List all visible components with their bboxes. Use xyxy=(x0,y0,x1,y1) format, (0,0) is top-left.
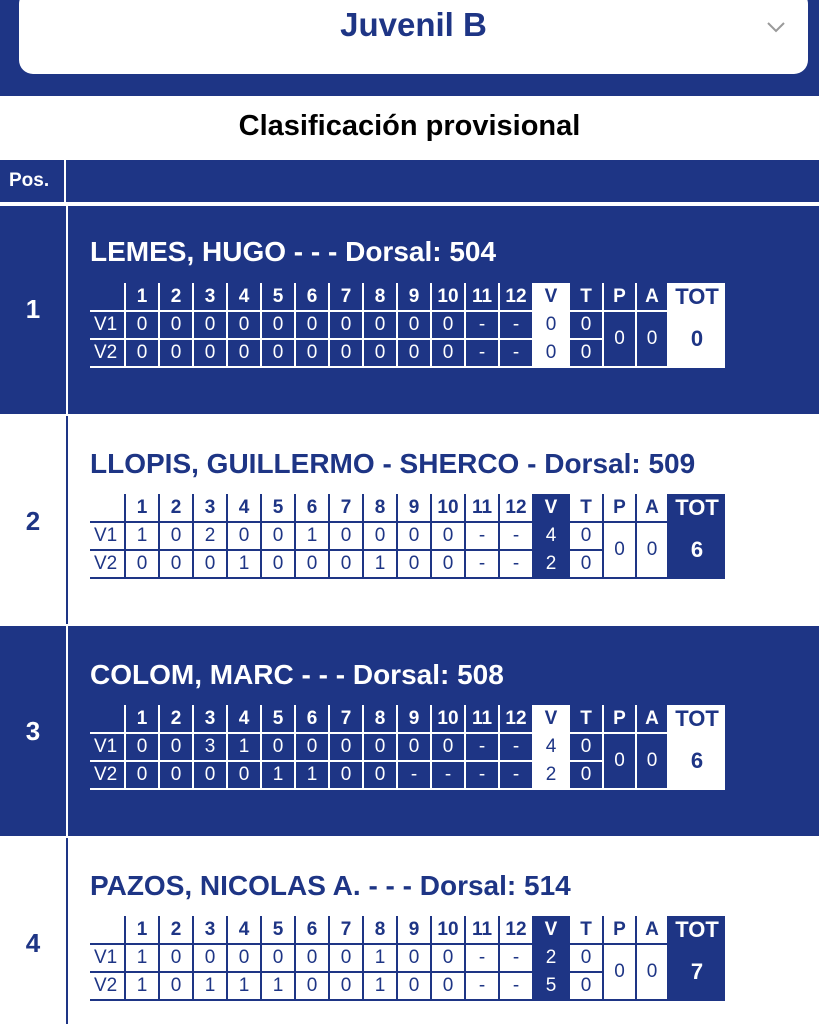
pos-column-header: Pos. xyxy=(0,160,66,202)
zone-score: 1 xyxy=(227,550,261,578)
zone-score: 0 xyxy=(397,944,431,972)
total-column-header: TOT xyxy=(668,494,725,522)
zone-column-header: 5 xyxy=(261,494,295,522)
zone-score: 0 xyxy=(363,311,397,339)
zone-column-header: 8 xyxy=(363,283,397,311)
rider-name: LLOPIS, GUILLERMO - SHERCO - Dorsal: 509 xyxy=(90,448,696,479)
lap-time-penalty: 0 xyxy=(569,311,603,339)
zone-score: - xyxy=(499,733,533,761)
zone-score: 0 xyxy=(125,550,159,578)
zone-score: 0 xyxy=(431,733,465,761)
zone-column-header: 12 xyxy=(499,916,533,944)
zone-column-header: 7 xyxy=(329,916,363,944)
laps-column-header: V xyxy=(533,705,569,733)
zone-score: 1 xyxy=(261,972,295,1000)
zone-score: 1 xyxy=(227,733,261,761)
score-card xyxy=(90,705,725,790)
penalty-p: 0 xyxy=(603,522,636,578)
lap-points: 4 xyxy=(533,522,569,550)
zone-score: 0 xyxy=(125,339,159,367)
zone-score: 0 xyxy=(397,311,431,339)
penalty-p: 0 xyxy=(603,944,636,1000)
zone-score: - xyxy=(465,522,499,550)
zone-score: - xyxy=(499,550,533,578)
zone-score: 0 xyxy=(295,733,329,761)
zone-column-header: 2 xyxy=(159,283,193,311)
zone-column-header: 4 xyxy=(227,705,261,733)
zone-score: 0 xyxy=(159,733,193,761)
zone-column-header: 11 xyxy=(465,705,499,733)
penalty-a: 0 xyxy=(636,733,668,789)
score-header-row xyxy=(90,283,725,311)
zone-column-header: 3 xyxy=(193,705,227,733)
lap-points: 2 xyxy=(533,761,569,789)
zone-score: 0 xyxy=(261,311,295,339)
score-card xyxy=(90,494,725,579)
zone-score: 0 xyxy=(363,761,397,789)
zone-score: 0 xyxy=(397,550,431,578)
zone-score: 0 xyxy=(125,311,159,339)
zone-score: 0 xyxy=(329,972,363,1000)
zone-column-header: 12 xyxy=(499,494,533,522)
zone-score: - xyxy=(499,522,533,550)
zone-column-header: 4 xyxy=(227,494,261,522)
position-number: 4 xyxy=(25,928,41,958)
score-header-blank xyxy=(90,494,125,522)
penalty-a: 0 xyxy=(636,522,668,578)
score-header-blank xyxy=(90,705,125,733)
lap-label: V1 xyxy=(90,733,125,761)
total-score: 0 xyxy=(668,311,725,367)
zone-score: 0 xyxy=(159,550,193,578)
score-card xyxy=(90,916,725,1001)
page-title: Clasificación provisional xyxy=(238,110,581,142)
zone-score: 0 xyxy=(431,550,465,578)
zone-column-header: 10 xyxy=(431,283,465,311)
zone-score: 0 xyxy=(227,311,261,339)
zone-score: 0 xyxy=(261,339,295,367)
zone-score: 1 xyxy=(193,972,227,1000)
zone-score: 0 xyxy=(159,944,193,972)
zone-column-header: 1 xyxy=(125,283,159,311)
penalty-p: 0 xyxy=(603,733,636,789)
lap-time-penalty: 0 xyxy=(569,972,603,1000)
zone-column-header: A xyxy=(636,916,668,944)
zone-column-header: 8 xyxy=(363,916,397,944)
zone-score: - xyxy=(465,944,499,972)
column-divider xyxy=(66,206,68,414)
standings-header xyxy=(0,160,819,204)
zone-score: 0 xyxy=(261,944,295,972)
lap-points: 2 xyxy=(533,944,569,972)
zone-score: 0 xyxy=(431,311,465,339)
column-divider xyxy=(66,416,68,624)
score-header-blank xyxy=(90,283,125,311)
lap-time-penalty: 0 xyxy=(569,761,603,789)
zone-column-header: 5 xyxy=(261,916,295,944)
total-column-header: TOT xyxy=(668,283,725,311)
chevron-down-icon[interactable] xyxy=(766,20,786,34)
zone-score: 0 xyxy=(329,311,363,339)
zone-score: 1 xyxy=(261,761,295,789)
zone-score: 1 xyxy=(125,944,159,972)
zone-column-header: 7 xyxy=(329,705,363,733)
lap-time-penalty: 0 xyxy=(569,522,603,550)
zone-column-header: T xyxy=(569,494,603,522)
zone-score: 0 xyxy=(227,761,261,789)
zone-column-header: A xyxy=(636,705,668,733)
zone-score: 0 xyxy=(397,733,431,761)
zone-column-header: P xyxy=(603,916,636,944)
score-header-row xyxy=(90,494,725,522)
zone-column-header: 11 xyxy=(465,916,499,944)
zone-score: - xyxy=(465,733,499,761)
zone-score: 0 xyxy=(193,550,227,578)
zone-score: 0 xyxy=(227,339,261,367)
lap-points: 0 xyxy=(533,311,569,339)
zone-score: 0 xyxy=(295,972,329,1000)
total-column-header: TOT xyxy=(668,705,725,733)
zone-column-header: 6 xyxy=(295,494,329,522)
zone-score: 0 xyxy=(397,972,431,1000)
zone-score: - xyxy=(465,761,499,789)
zone-score: 1 xyxy=(295,761,329,789)
zone-score: 0 xyxy=(329,761,363,789)
lap-label: V1 xyxy=(90,311,125,339)
zone-column-header: 10 xyxy=(431,705,465,733)
zone-score: 0 xyxy=(193,339,227,367)
zone-column-header: 5 xyxy=(261,705,295,733)
score-header-blank xyxy=(90,916,125,944)
zone-score: 0 xyxy=(261,733,295,761)
score-header-row xyxy=(90,705,725,733)
zone-column-header: 9 xyxy=(397,916,431,944)
lap-points: 2 xyxy=(533,550,569,578)
zone-score: 0 xyxy=(431,522,465,550)
standing-row[interactable] xyxy=(0,416,819,624)
zone-score: 1 xyxy=(227,972,261,1000)
zone-score: - xyxy=(499,339,533,367)
zone-column-header: A xyxy=(636,283,668,311)
rider-name: PAZOS, NICOLAS A. - - - Dorsal: 514 xyxy=(90,870,571,901)
standing-row[interactable] xyxy=(0,206,819,414)
zone-column-header: 9 xyxy=(397,705,431,733)
position-number: 3 xyxy=(25,716,41,746)
zone-score: 1 xyxy=(363,972,397,1000)
lap-points: 0 xyxy=(533,339,569,367)
zone-column-header: 12 xyxy=(499,705,533,733)
zone-score: 0 xyxy=(159,761,193,789)
lap-time-penalty: 0 xyxy=(569,550,603,578)
zone-score: 0 xyxy=(329,550,363,578)
zone-column-header: A xyxy=(636,494,668,522)
zone-score: - xyxy=(499,944,533,972)
zone-column-header: 11 xyxy=(465,283,499,311)
zone-score: 0 xyxy=(159,522,193,550)
lap-points: 5 xyxy=(533,972,569,1000)
zone-column-header: 1 xyxy=(125,705,159,733)
zone-score: 0 xyxy=(329,339,363,367)
zone-score: 1 xyxy=(363,944,397,972)
zone-score: 0 xyxy=(295,550,329,578)
lap-label: V1 xyxy=(90,944,125,972)
zone-column-header: 8 xyxy=(363,705,397,733)
top-bar xyxy=(0,0,819,96)
lap-label: V2 xyxy=(90,972,125,1000)
zone-score: 0 xyxy=(363,522,397,550)
zone-score: 0 xyxy=(193,311,227,339)
zone-column-header: 10 xyxy=(431,916,465,944)
lap-row xyxy=(90,311,725,339)
zone-column-header: 1 xyxy=(125,494,159,522)
zone-column-header: T xyxy=(569,916,603,944)
lap-label: V2 xyxy=(90,339,125,367)
zone-score: 0 xyxy=(431,972,465,1000)
zone-column-header: T xyxy=(569,283,603,311)
zone-score: 1 xyxy=(295,522,329,550)
zone-column-header: 9 xyxy=(397,494,431,522)
zone-column-header: 2 xyxy=(159,916,193,944)
zone-score: 0 xyxy=(329,733,363,761)
zone-column-header: 3 xyxy=(193,283,227,311)
zone-column-header: 11 xyxy=(465,494,499,522)
zone-score: 1 xyxy=(125,522,159,550)
zone-score: 0 xyxy=(431,944,465,972)
zone-column-header: 8 xyxy=(363,494,397,522)
zone-score: 0 xyxy=(159,311,193,339)
zone-score: 0 xyxy=(193,761,227,789)
lap-label: V1 xyxy=(90,522,125,550)
zone-score: - xyxy=(465,339,499,367)
zone-score: 0 xyxy=(159,972,193,1000)
zone-score: 0 xyxy=(397,522,431,550)
zone-score: 1 xyxy=(125,972,159,1000)
zone-score: - xyxy=(465,550,499,578)
lap-row xyxy=(90,944,725,972)
zone-score: 0 xyxy=(363,733,397,761)
zone-column-header: 10 xyxy=(431,494,465,522)
zone-score: 0 xyxy=(431,339,465,367)
score-header-row xyxy=(90,916,725,944)
zone-score: 1 xyxy=(363,550,397,578)
zone-score: 0 xyxy=(329,944,363,972)
penalty-a: 0 xyxy=(636,311,668,367)
zone-score: 0 xyxy=(227,522,261,550)
lap-time-penalty: 0 xyxy=(569,339,603,367)
zone-column-header: 3 xyxy=(193,494,227,522)
zone-column-header: 9 xyxy=(397,283,431,311)
zone-score: - xyxy=(397,761,431,789)
total-score: 7 xyxy=(668,944,725,1000)
laps-column-header: V xyxy=(533,916,569,944)
zone-score: 0 xyxy=(295,311,329,339)
zone-column-header: 6 xyxy=(295,916,329,944)
zone-score: 0 xyxy=(125,761,159,789)
zone-score: - xyxy=(499,761,533,789)
zone-column-header: 7 xyxy=(329,283,363,311)
zone-column-header: T xyxy=(569,705,603,733)
zone-score: 0 xyxy=(363,339,397,367)
zone-score: 0 xyxy=(261,522,295,550)
zone-column-header: 6 xyxy=(295,705,329,733)
zone-score: - xyxy=(465,311,499,339)
zone-column-header: 1 xyxy=(125,916,159,944)
position-number: 2 xyxy=(25,506,41,536)
zone-score: - xyxy=(499,972,533,1000)
lap-label: V2 xyxy=(90,761,125,789)
zone-column-header: 5 xyxy=(261,283,295,311)
total-score: 6 xyxy=(668,733,725,789)
zone-column-header: 2 xyxy=(159,705,193,733)
lap-label: V2 xyxy=(90,550,125,578)
zone-column-header: P xyxy=(603,494,636,522)
zone-column-header: 12 xyxy=(499,283,533,311)
standing-row[interactable] xyxy=(0,626,819,836)
zone-column-header: 4 xyxy=(227,916,261,944)
zone-score: 0 xyxy=(125,733,159,761)
lap-time-penalty: 0 xyxy=(569,944,603,972)
zone-score: 0 xyxy=(193,944,227,972)
zone-score: - xyxy=(465,972,499,1000)
zone-score: 0 xyxy=(159,339,193,367)
category-selector[interactable] xyxy=(19,0,808,74)
penalty-p: 0 xyxy=(603,311,636,367)
score-card xyxy=(90,283,725,368)
zone-score: 0 xyxy=(261,550,295,578)
zone-score: 0 xyxy=(397,339,431,367)
laps-column-header: V xyxy=(533,283,569,311)
rider-name: LEMES, HUGO - - - Dorsal: 504 xyxy=(90,236,497,267)
total-column-header: TOT xyxy=(668,916,725,944)
laps-column-header: V xyxy=(533,494,569,522)
lap-row xyxy=(90,733,725,761)
zone-column-header: P xyxy=(603,283,636,311)
zone-column-header: 2 xyxy=(159,494,193,522)
rider-name: COLOM, MARC - - - Dorsal: 508 xyxy=(90,659,504,690)
zone-column-header: 6 xyxy=(295,283,329,311)
zone-score: 3 xyxy=(193,733,227,761)
zone-score: 0 xyxy=(295,339,329,367)
zone-column-header: 7 xyxy=(329,494,363,522)
zone-score: - xyxy=(431,761,465,789)
total-score: 6 xyxy=(668,522,725,578)
standing-row[interactable] xyxy=(0,838,819,1024)
lap-time-penalty: 0 xyxy=(569,733,603,761)
zone-score: 0 xyxy=(295,944,329,972)
column-divider xyxy=(66,626,68,836)
lap-points: 4 xyxy=(533,733,569,761)
column-divider xyxy=(66,838,68,1024)
penalty-a: 0 xyxy=(636,944,668,1000)
zone-column-header: P xyxy=(603,705,636,733)
category-selected-value: Juvenil B xyxy=(340,6,487,43)
zone-column-header: 4 xyxy=(227,283,261,311)
zone-score: - xyxy=(499,311,533,339)
zone-score: 0 xyxy=(329,522,363,550)
position-number: 1 xyxy=(25,294,41,324)
lap-row xyxy=(90,522,725,550)
zone-score: 2 xyxy=(193,522,227,550)
zone-score: 0 xyxy=(227,944,261,972)
zone-column-header: 3 xyxy=(193,916,227,944)
